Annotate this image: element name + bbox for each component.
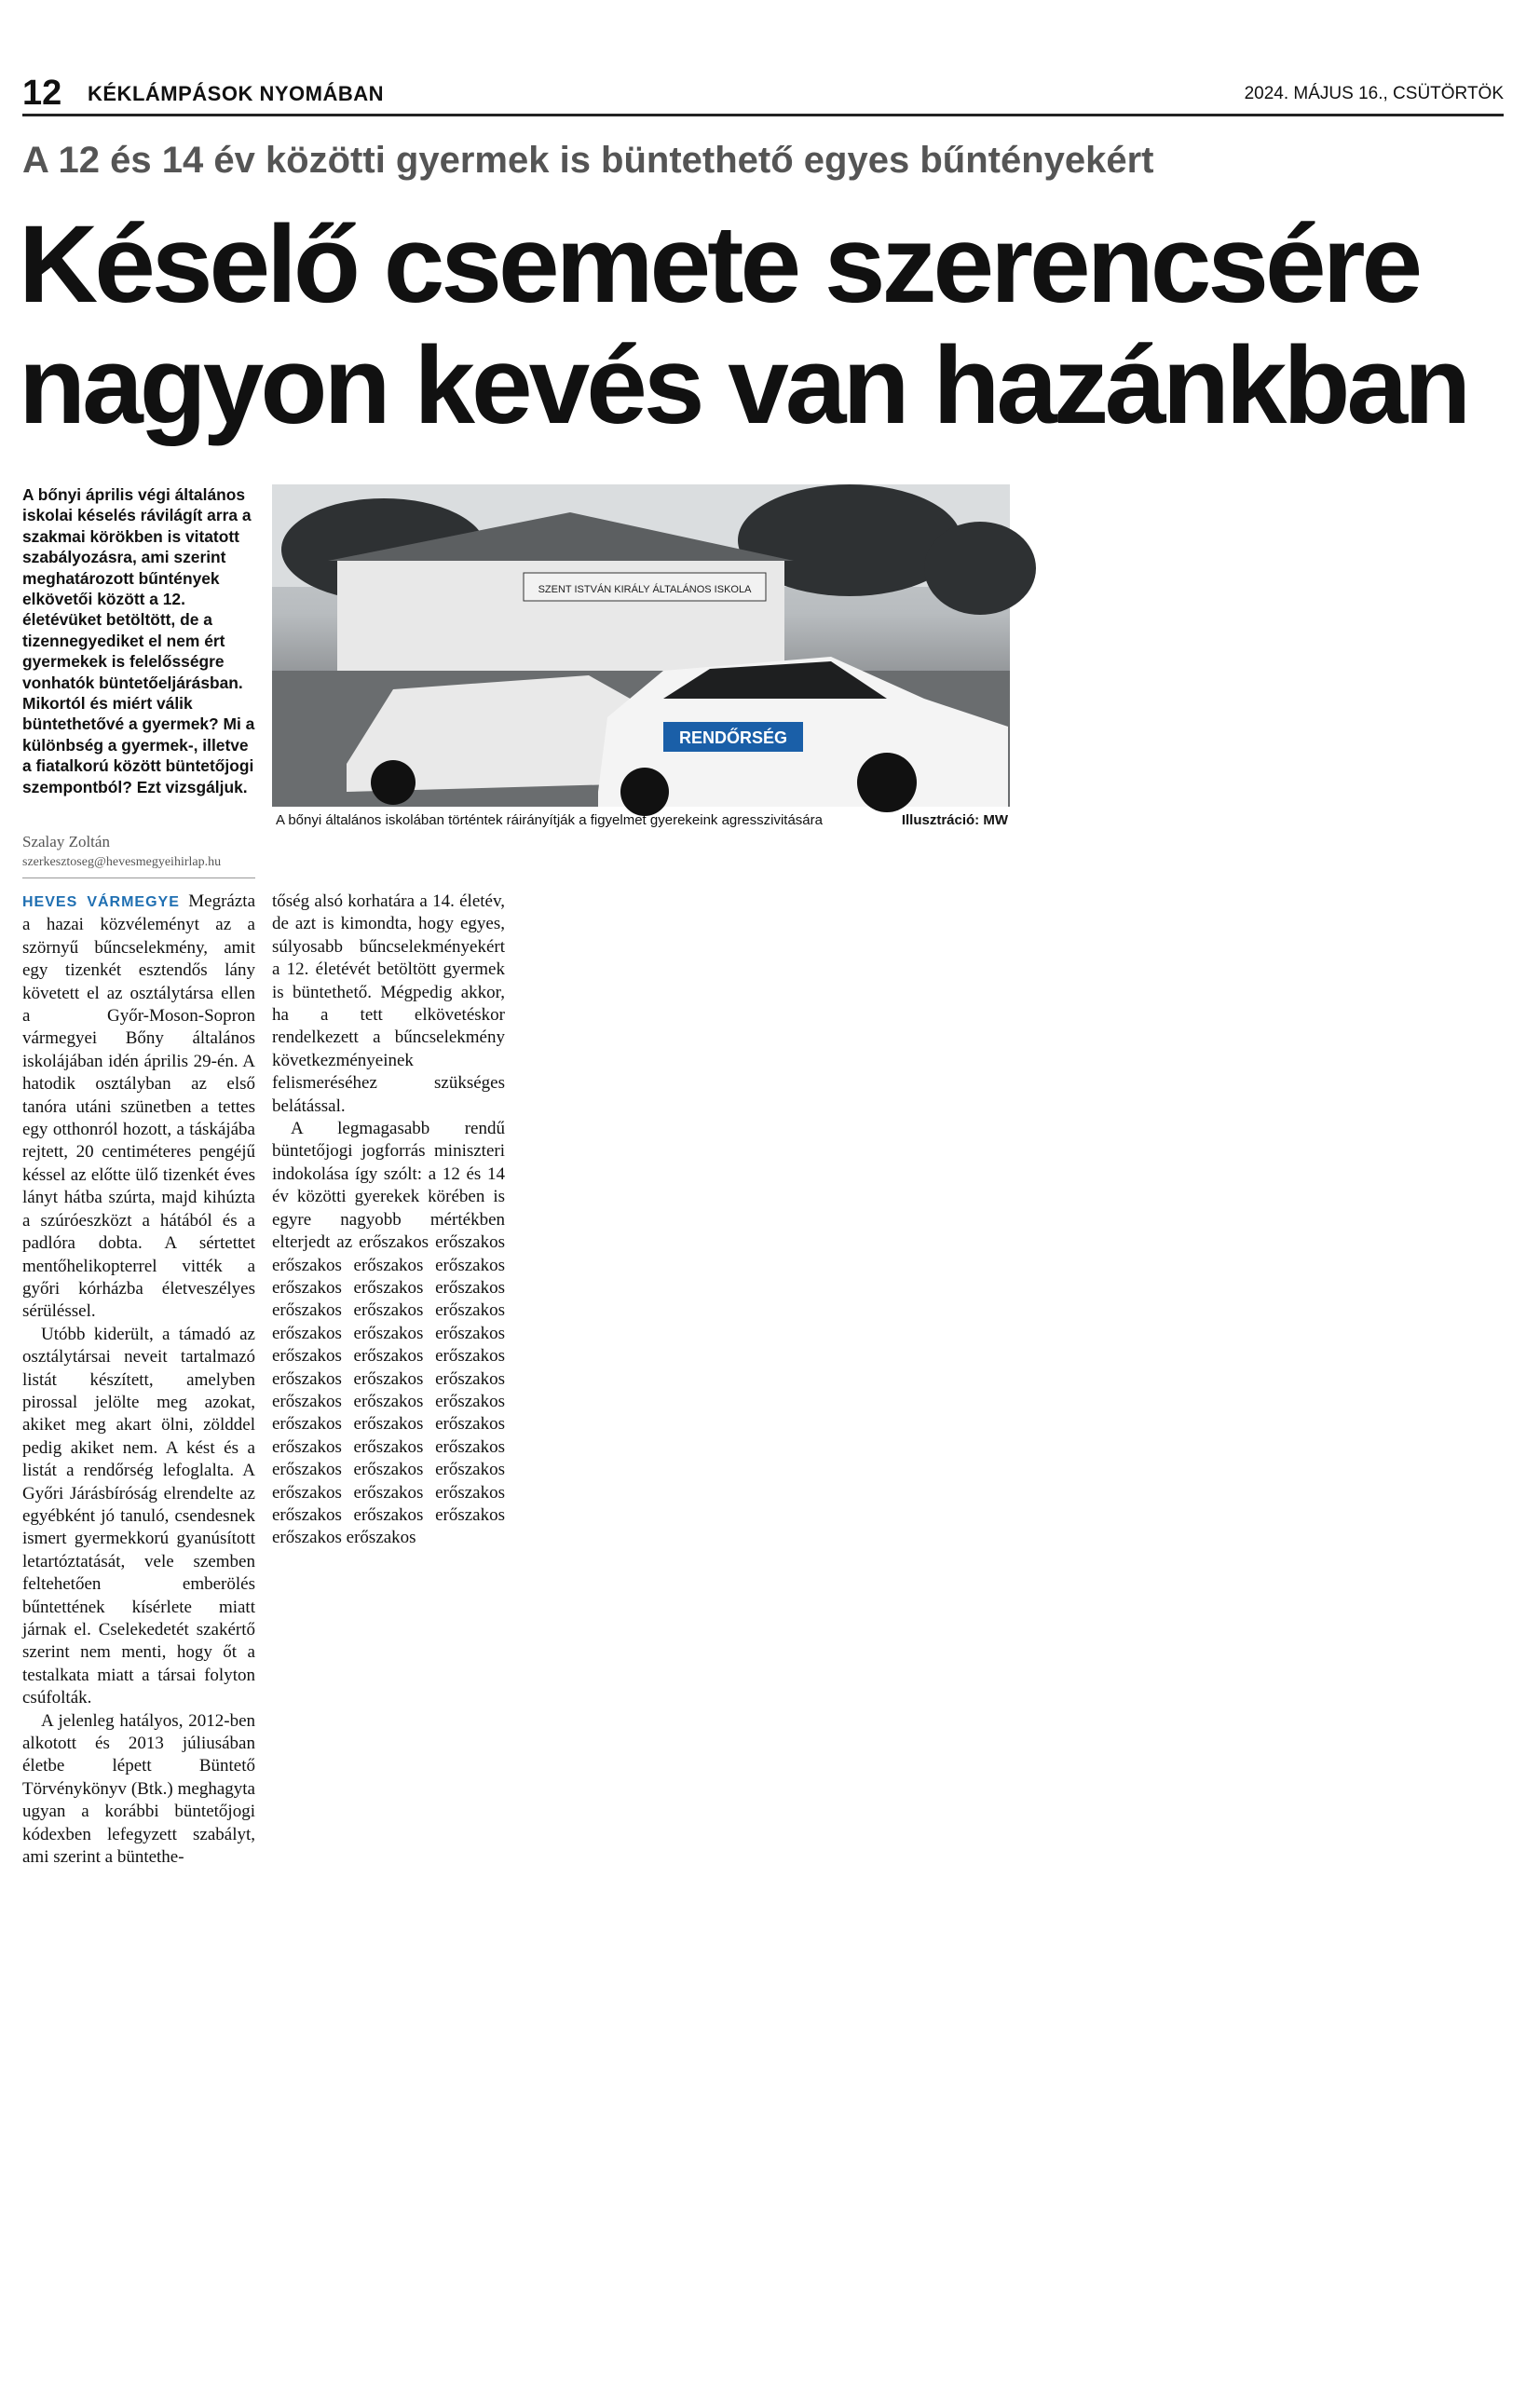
author: Szalay Zoltán xyxy=(22,833,110,850)
headline-line2: nagyon kevés van hazánkban xyxy=(19,324,1468,447)
lead-paragraph: A bőnyi április végi általános iskolai késelés rávilágít arra a szakmai körökben is vitatott szabályozásra, ami szerint meghatározott bűntények elkövetői között a 12. életévüket betöltött, de a tizennegyediket el nem ért gyermekek is felelősségre vonhatók büntetőeljárásban. Mikortól és miért válik büntethetővé a gyermek? Mi a különbség a gyermek-, illetve a fiatalkorú között büntetőjogi szempontból? Ezt vizsgáljuk. xyxy=(22,485,255,796)
kicker: A 12 és 14 év közötti gyermek is büntethető egyes bűntényekért xyxy=(22,140,1154,181)
issue-date: 2024. MÁJUS 16., CSÜTÖRTÖK xyxy=(1244,84,1504,103)
headline-line1: Késelő csemete szerencsére xyxy=(19,203,1420,326)
author-email: szerkesztoseg@hevesmegyeihirlap.hu xyxy=(22,855,222,869)
photo-credit: Illusztráció: MW xyxy=(901,812,1008,828)
article1-col1-p1: Megrázta a hazai közvéleményt az a szörnyű bűncselekmény, amit egy tizenkét esztendős lány követett el az osztálytársa ellen a Győr-Moson-Sopron vármegyei Bőny általános iskolájában idén április 29-én. A hatodik osztályban az első tanóra utáni szünetben a tettes egy otthonról hozott, a táskájába rejtett, 20 centiméteres pengéjű késsel az előtte ülő tizenkét éves lányt hátba szúrta, majd kihúzta a szúróeszközt a hátából és a padlóra dobta. A sértettet mentőhelikopterrel vitték a győri kórházba életveszélyes sérüléssel. xyxy=(22,891,255,1322)
lead-rule xyxy=(22,877,255,878)
article1-column-2 xyxy=(272,891,505,1548)
article1-col2-p1: tőség alsó korhatára a 14. életév, de azt is kimondta, hogy egyes, súlyosabb bűncselekményekért a 12. életévét betöltött gyermek is büntethető. Mégpedig akkor, ha a tett elkövetéskor rendelkezett a bűncselekmény következményeinek felismeréséhez szükséges belátással. xyxy=(272,891,505,1116)
article1-col1-p3: A jelenleg hatályos, 2012-ben alkotott és 2013 júliusában életbe lépett Büntető Törvénykönyv (Btk.) meghagyta ugyan a korábbi büntetőjogi kódexben lefegyzett szabályt, ami szerint a büntethe- xyxy=(22,1710,255,1868)
article1-column-1 xyxy=(22,891,255,1868)
photo-caption-text: A bőnyi általános iskolában történtek ráirányítják a figyelmet gyerekeink agresszivitására xyxy=(276,812,823,828)
section-title: KÉKLÁMPÁSOK NYOMÁBAN xyxy=(88,82,384,105)
region-tag: HEVES VÁRMEGYE xyxy=(22,894,180,910)
police-car-text: RENDŐRSÉG xyxy=(678,728,788,747)
school-sign-text: SZENT ISTVÁN KIRÁLY ÁLTALÁNOS ISKOLA xyxy=(538,584,752,595)
photo-caption xyxy=(276,812,1008,828)
page-number: 12 xyxy=(22,74,62,113)
article1-col1-p2: Utóbb kiderült, a támadó az osztálytársai neveit tartalmazó listát készített, amelyben pirossal jelölte meg azokat, akiket meg akart ölni, zölddel pedig akiket nem. A kést és a listát a rendőrség lefoglalta. A Győri Járásbíróság elrendelte az egyébként jó tanuló, csendesnek ismert gyermekkorú gyanúsított letartóztatását, vele szemben feltehetően emberölés bűntettének kísérlete miatt járnak el. Cselekedetét szakértő szerint nem menti, hogy őt a testalkata miatt a társai folyton csúfolták. xyxy=(22,1324,255,1708)
header-rule xyxy=(22,114,1504,116)
article1-col2-p2: A legmagasabb rendű büntetőjogi jogforrás miniszteri indokolása így szólt: a 12 és 14 év közötti gyerekek körében is egyre nagyobb mértékben elterjedt az erőszakos erőszakos erőszakos erőszakos erőszakos erőszakos erőszakos erőszakos erőszakos erőszakos erőszakos erőszakos erőszakos erőszakos erőszakos erőszakos erőszakos erőszakos erőszakos erőszakos erőszakos erőszakos erőszakos erőszakos erőszakos erőszakos erőszakos erőszakos erőszakos erőszakos erőszakos erőszakos erőszakos erőszakos erőszakos erőszakos erőszakos erőszakos erőszakos erőszakos xyxy=(272,1119,505,1548)
school-police-photo xyxy=(272,484,1010,807)
